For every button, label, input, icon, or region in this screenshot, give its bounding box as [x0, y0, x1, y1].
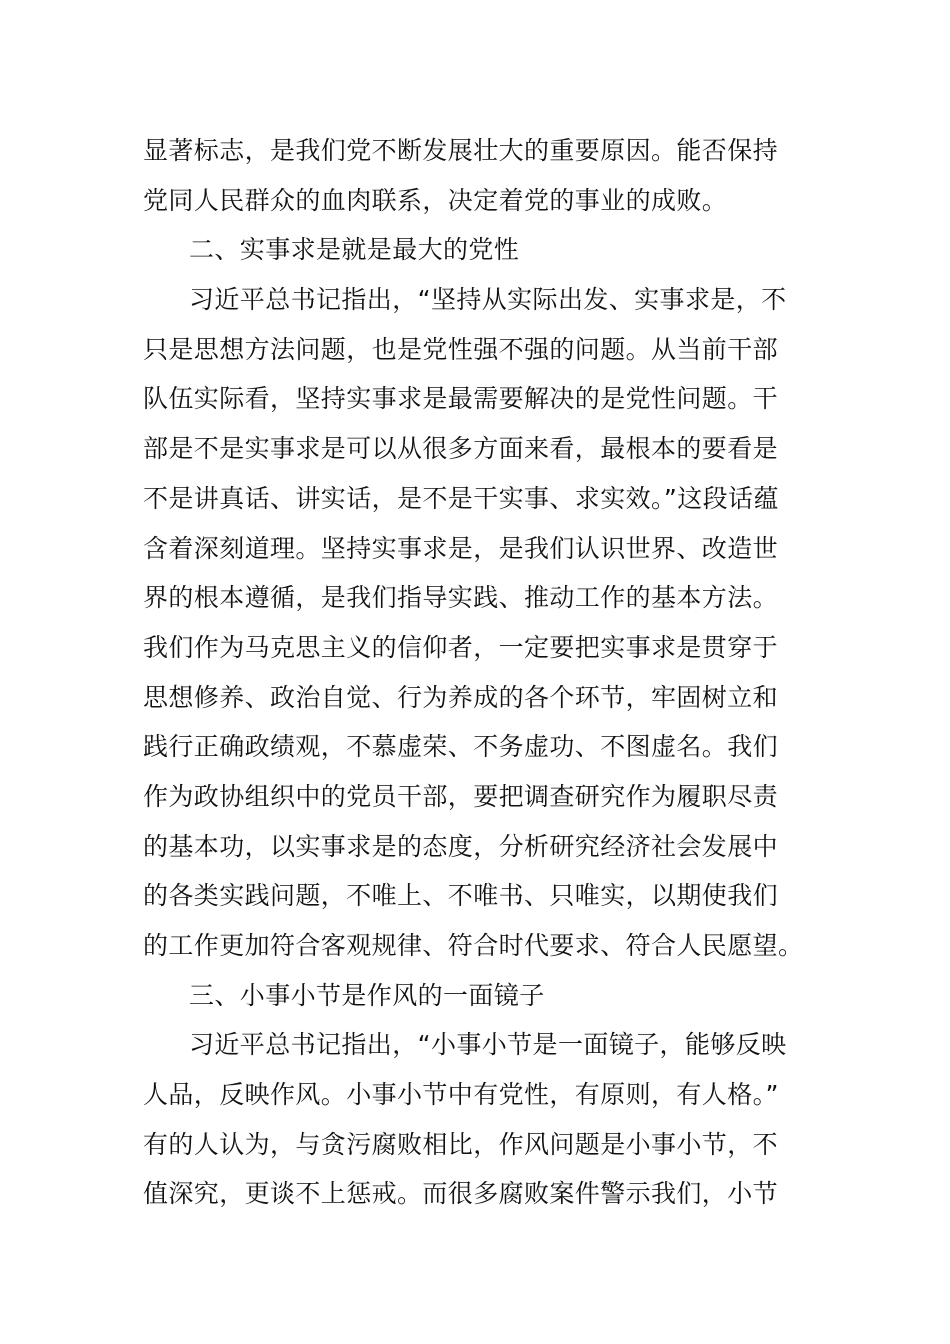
document-body: [143, 126, 803, 1219]
text-line: 的各类实践问题，不唯上、不唯书、只唯实，以期使我们: [143, 881, 779, 911]
text-line: 习近平总书记指出，“小事小节是一面镜子，能够反映: [189, 1030, 787, 1060]
text-line: 思想修养、政治自觉、行为养成的各个环节，牢固树立和: [143, 682, 779, 712]
text-line: 只是思想方法问题，也是党性强不强的问题。从当前干部: [143, 334, 779, 364]
text-line: 的工作更加符合客观规律、符合时代要求、符合人民愿望。: [143, 931, 804, 960]
text-line: 习近平总书记指出，“坚持从实际出发、实事求是，不: [189, 285, 787, 315]
text-line: 党同人民群众的血肉联系，决定着党的事业的成败。: [143, 185, 728, 215]
text-line: 作为政协组织中的党员干部，要把调查研究作为履职尽责: [143, 781, 779, 811]
text-line: 队伍实际看，坚持实事求是最需要解决的是党性问题。干: [143, 384, 779, 414]
text-line: 践行正确政绩观，不慕虚荣、不务虚功、不图虚名。我们: [143, 732, 779, 762]
text-line: 有的人认为，与贪污腐败相比，作风问题是小事小节，不: [143, 1129, 779, 1159]
text-line: 的基本功，以实事求是的态度，分析研究经济社会发展中: [143, 831, 779, 861]
section-heading: 二、实事求是就是最大的党性: [189, 235, 520, 265]
text-line: 我们作为马克思主义的信仰者，一定要把实事求是贯穿于: [143, 632, 779, 662]
text-line: 不是讲真话、讲实话，是不是干实事、求实效。”这段话蕴: [143, 483, 779, 513]
text-line: 人品，反映作风。小事小节中有党性，有原则，有人格。”: [143, 1080, 779, 1110]
text-line: 含着深刻道理。坚持实事求是，是我们认识世界、改造世: [143, 533, 779, 563]
text-line: 显著标志，是我们党不断发展壮大的重要原因。能否保持: [143, 136, 779, 165]
text-line: 界的根本遵循，是我们指导实践、推动工作的基本方法。: [143, 583, 779, 613]
section-heading: 三、小事小节是作风的一面镜子: [189, 980, 545, 1010]
text-line: 部是不是实事求是可以从很多方面来看，最根本的要看是: [143, 434, 779, 464]
text-line: 值深究，更谈不上惩戒。而很多腐败案件警示我们，小节: [143, 1179, 779, 1209]
